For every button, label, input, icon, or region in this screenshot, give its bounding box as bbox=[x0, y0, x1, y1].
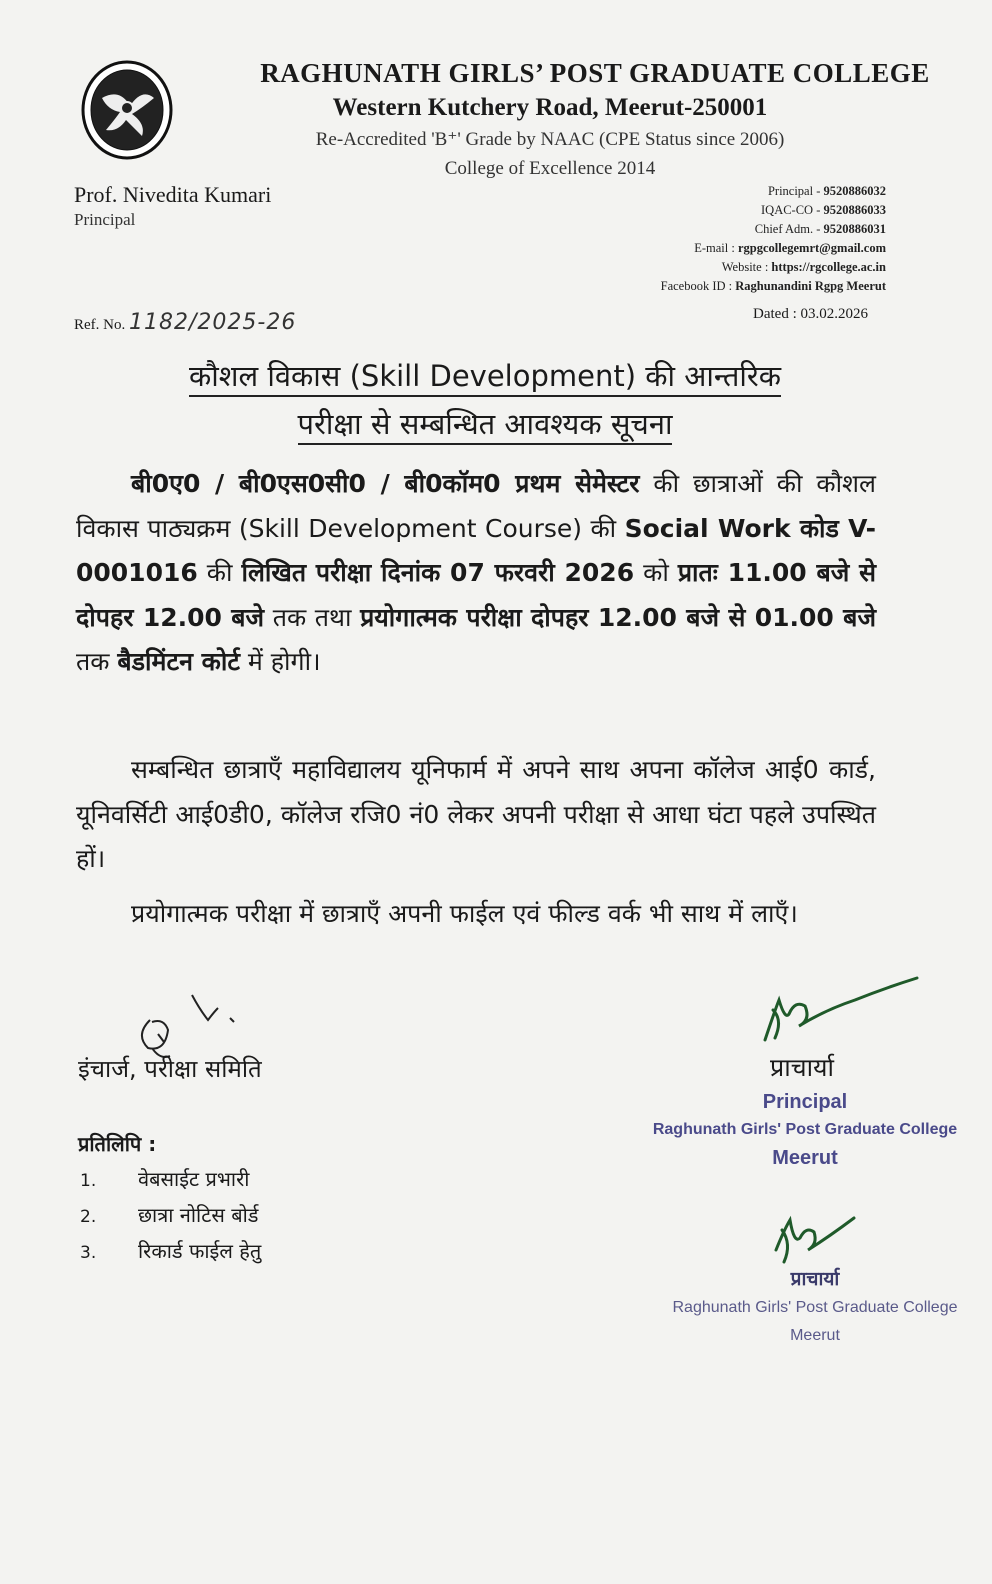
college-excellence: College of Excellence 2014 bbox=[444, 158, 656, 179]
incharge-exam-committee: इंचार्ज, परीक्षा समिति bbox=[78, 1055, 262, 1083]
ref-handwritten-number: 1182/2025-26 bbox=[129, 310, 297, 335]
contact-iqac: IQAC-CO - 9520886033 bbox=[761, 203, 886, 217]
contact-facebook: Facebook ID : Raghunandini Rgpg Meerut bbox=[660, 279, 886, 293]
list-item: 1. वेबसाईट प्रभारी bbox=[80, 1167, 250, 1191]
stamp-city: Meerut bbox=[772, 1147, 838, 1169]
reference-number bbox=[74, 310, 296, 335]
copy-to-list bbox=[80, 1162, 261, 1270]
college-accreditation: Re-Accredited 'B⁺' Grade by NAAC (CPE Status since 2006) bbox=[315, 129, 785, 150]
contact-principal: Principal - 9520886032 bbox=[767, 184, 886, 198]
college-address: Western Kutchery Road, Meerut-250001 bbox=[332, 94, 768, 121]
date: Dated : 03.02.2026 bbox=[753, 306, 868, 322]
principal-stamp bbox=[650, 1088, 960, 1172]
contact-email: E-mail : rgpgcollegemrt@gmail.com bbox=[694, 241, 886, 255]
stamp2-college: Raghunath Girls' Post Graduate College bbox=[672, 1299, 958, 1316]
subject-line-2: परीक्षा से सम्बन्धित आवश्यक सूचना bbox=[100, 404, 870, 443]
stamp-title: Principal bbox=[762, 1091, 848, 1113]
principal-title: Principal bbox=[74, 210, 136, 229]
contact-website: Website : https://rgcollege.ac.in bbox=[721, 260, 886, 274]
copy-to-heading: प्रतिलिपि : bbox=[78, 1132, 157, 1156]
stamp2-title: प्राचार्या bbox=[790, 1269, 840, 1290]
stamp2-city: Meerut bbox=[790, 1327, 840, 1344]
principal-signature bbox=[755, 970, 925, 1050]
notice-paragraph-2: सम्बन्धित छात्राएँ महाविद्यालय यूनिफार्म में अपने साथ अपना कॉलेज आई0 कार्ड, यूनिवर्सिटी आई0डी0, कॉलेज रजि0 नं0 लेकर अपनी परीक्षा से आधा घंटा पहले उपस्थित हों। bbox=[76, 755, 876, 873]
list-item: 2. छात्रा नोटिस बोर्ड bbox=[80, 1203, 259, 1227]
notice-paragraph-1: बी0ए0 / बी0एस0सी0 / बी0कॉम0 प्रथम सेमेस्टर की छात्राओं की कौशल विकास पाठ्यक्रम (Skill Development Course) की Social Work कोड V-0001016 की लिखित परीक्षा दिनांक 07 फरवरी 2026 को प्रातः 11.00 बजे से दोपहर 12.00 बजे तक तथा प्रयोगात्मक परीक्षा दोपहर 12.00 बजे से 01.00 बजे तक बैडमिंटन कोर्ट में होगी। bbox=[76, 469, 877, 676]
college-name: RAGHUNATH GIRLS’ POST GRADUATE COLLEGE bbox=[260, 58, 930, 88]
list-item: 3. रिकार्ड फाईल हेतु bbox=[80, 1239, 262, 1263]
contact-block bbox=[661, 182, 886, 296]
subject-line-1: कौशल विकास (Skill Development) की आन्तरिक bbox=[100, 356, 870, 395]
stamp-signature bbox=[770, 1210, 860, 1270]
principal-stamp-2 bbox=[660, 1266, 970, 1350]
stamp-college: Raghunath Girls' Post Graduate College bbox=[652, 1121, 958, 1138]
principal-title-hindi: प्राचार्या bbox=[770, 1053, 835, 1082]
ref-label: Ref. No. bbox=[74, 317, 126, 333]
incharge-signature bbox=[130, 990, 250, 1060]
principal-name: Prof. Nivedita Kumari bbox=[74, 182, 272, 207]
contact-chief-adm: Chief Adm. - 9520886031 bbox=[754, 222, 886, 236]
notice-paragraph-3: प्रयोगात्मक परीक्षा में छात्राएँ अपनी फाईल एवं फील्ड वर्क भी साथ में लाएँ। bbox=[131, 899, 798, 928]
